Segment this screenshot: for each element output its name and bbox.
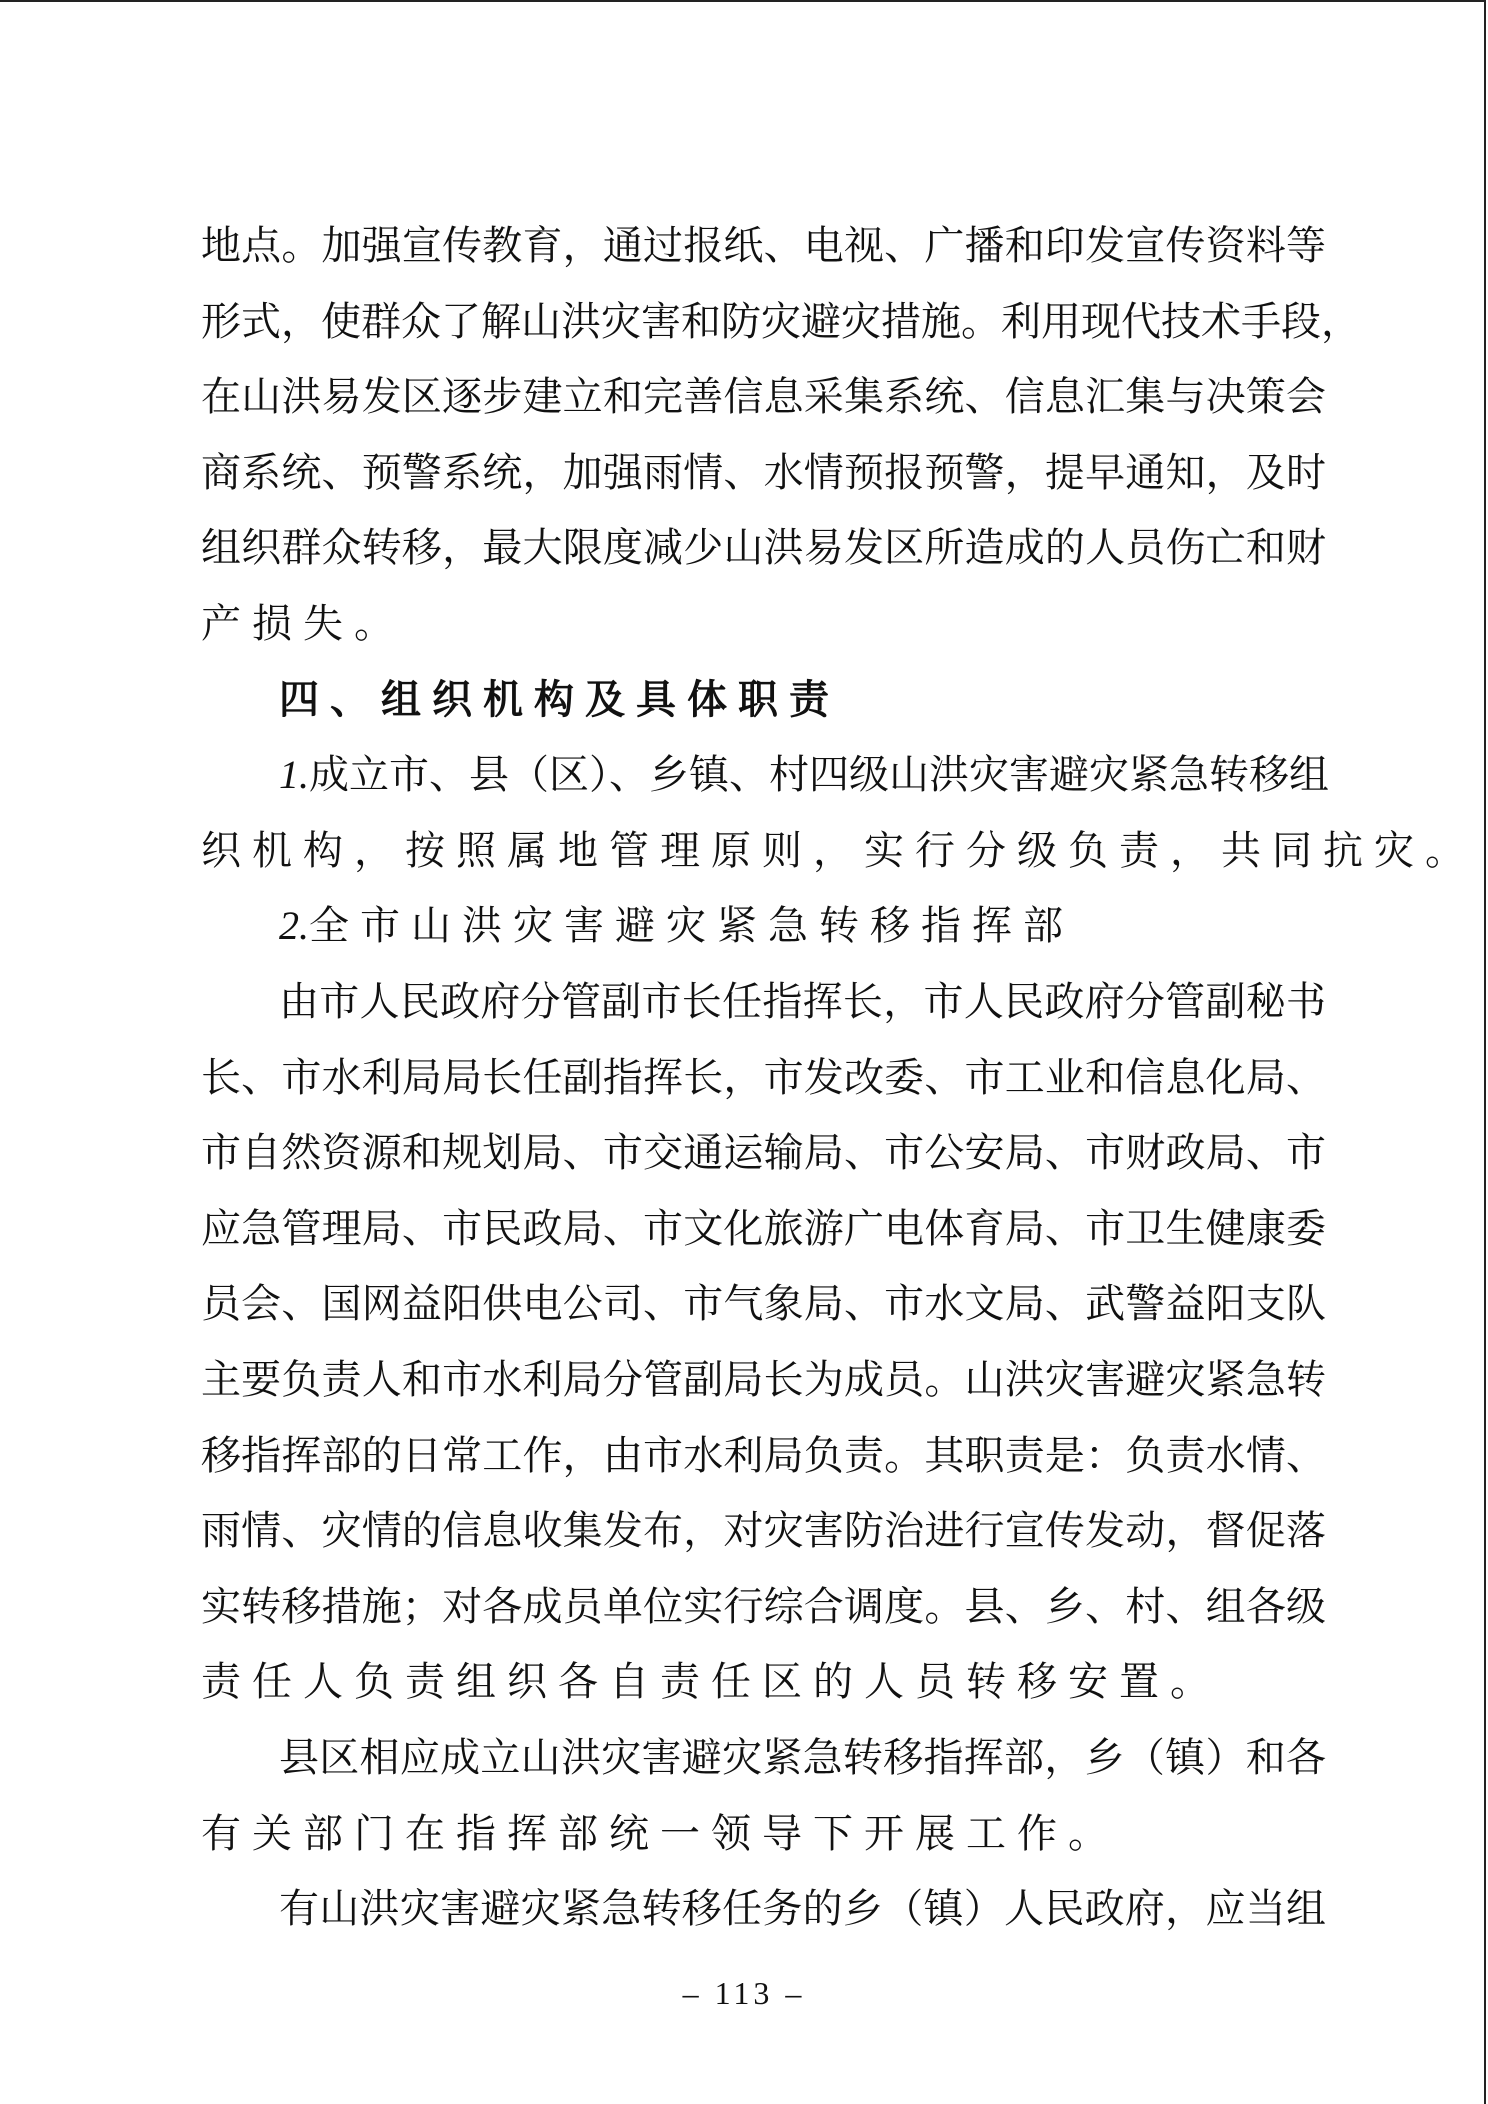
item-text: 全市山洪灾害避灾紧急转移指挥部	[309, 903, 1074, 950]
text-line: 织机构，按照属地管理原则，实行分级负责，共同抗灾。	[201, 827, 1476, 874]
text-line: 移指挥部的日常工作，由市水利局负责。其职责是：负责水情、	[201, 1432, 1326, 1479]
list-item-2	[279, 900, 1326, 952]
text-line: 组织群众转移，最大限度减少山洪易发区所造成的人员伤亡和财	[201, 525, 1326, 572]
item-number: 2.	[279, 903, 309, 949]
text-line: 由市人民政府分管副市长任指挥长，市人民政府分管副秘书	[279, 979, 1326, 1025]
text-line: 主要负责人和市水利局分管副局长为成员。山洪灾害避灾紧急转	[201, 1357, 1326, 1403]
list-item-1	[279, 749, 1329, 801]
text-line: 县区相应成立山洪灾害避灾紧急转移指挥部，乡（镇）和各	[279, 1735, 1326, 1781]
text-line: 长、市水利局局长任副指挥长，市发改委、市工业和信息化局、	[201, 1054, 1326, 1101]
text-line: 雨情、灾情的信息收集发布，对灾害防治进行宣传发动，督促落	[201, 1508, 1326, 1555]
text-line: 产损失。	[201, 601, 405, 647]
page-number: – 113 –	[682, 1975, 806, 2011]
text-line: 实转移措施；对各成员单位实行综合调度。县、乡、村、组各级	[201, 1583, 1326, 1630]
item-text: 成立市、县（区）、乡镇、村四级山洪灾害避灾紧急转移组	[309, 752, 1329, 799]
text-line: 员会、国网益阳供电公司、市气象局、市水文局、武警益阳支队	[201, 1281, 1326, 1328]
item-number: 1.	[279, 752, 309, 798]
section-heading: 四、组织机构及具体职责	[279, 676, 840, 723]
text-line: 形式，使群众了解山洪灾害和防灾避灾措施。利用现代技术手段，	[201, 298, 1361, 345]
text-line: 在山洪易发区逐步建立和完善信息采集系统、信息汇集与决策会	[201, 374, 1326, 421]
text-line: 责任人负责组织各自责任区的人员转移安置。	[201, 1659, 1221, 1706]
text-line: 市自然资源和规划局、市交通运输局、市公安局、市财政局、市	[201, 1130, 1326, 1177]
text-line: 应急管理局、市民政局、市文化旅游广电体育局、市卫生健康委	[201, 1205, 1326, 1252]
text-line: 地点。加强宣传教育，通过报纸、电视、广播和印发宣传资料等	[201, 223, 1326, 269]
text-line: 有山洪灾害避灾紧急转移任务的乡（镇）人民政府，应当组	[279, 1886, 1326, 1933]
text-line: 有关部门在指挥部统一领导下开展工作。	[201, 1810, 1119, 1857]
text-line: 商系统、预警系统，加强雨情、水情预报预警，提早通知，及时	[201, 449, 1326, 496]
